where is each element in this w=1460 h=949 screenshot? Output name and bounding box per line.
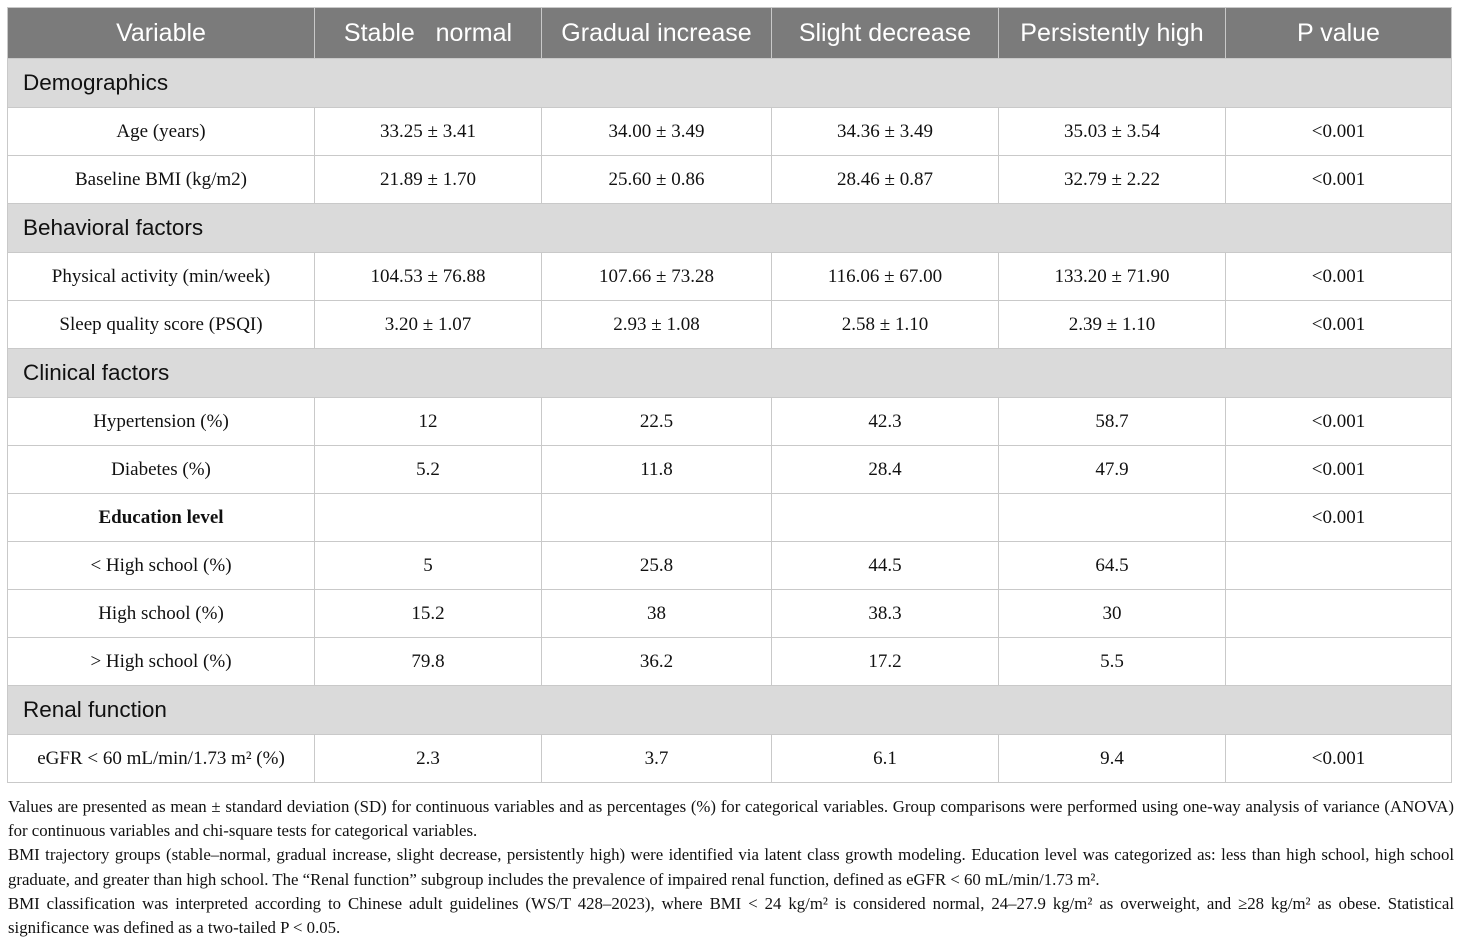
table-cell: 36.2 bbox=[542, 638, 772, 686]
table-cell: 64.5 bbox=[999, 542, 1226, 590]
table-cell: 58.7 bbox=[999, 398, 1226, 446]
table-cell: 12 bbox=[315, 398, 542, 446]
p-value-cell: <0.001 bbox=[1226, 253, 1452, 301]
footnote: Values are presented as mean ± standard deviation (SD) for continuous variables and as percentages (%) for categorical variables. Group comparisons were performed using one-way analysis of variance (ANOVA) for continuous variables and chi-square tests for categorical variables. bbox=[8, 797, 1454, 841]
section-title: Renal function bbox=[8, 686, 1452, 735]
table-row bbox=[8, 735, 1452, 783]
p-value-cell: <0.001 bbox=[1226, 301, 1452, 349]
row-label: High school (%) bbox=[8, 590, 315, 638]
table-cell bbox=[542, 494, 772, 542]
table-cell: 21.89 ± 1.70 bbox=[315, 156, 542, 204]
table-row bbox=[8, 446, 1452, 494]
table-cell: 5.5 bbox=[999, 638, 1226, 686]
characteristics-table bbox=[7, 7, 1452, 783]
table-cell: 11.8 bbox=[542, 446, 772, 494]
table-cell: 35.03 ± 3.54 bbox=[999, 108, 1226, 156]
table-cell: 3.20 ± 1.07 bbox=[315, 301, 542, 349]
table-cell: 3.7 bbox=[542, 735, 772, 783]
table-cell: 17.2 bbox=[772, 638, 999, 686]
p-value-cell bbox=[1226, 542, 1452, 590]
footnote: BMI trajectory groups (stable–normal, gradual increase, slight decrease, persistently high) were identified via latent class growth modeling. Education level was categorized as: less than high school, high school graduate, and greater than high school. The “Renal function” subgroup includes the prevalence of impaired renal function, defined as eGFR < 60 mL/min/1.73 m². bbox=[8, 845, 1454, 889]
table-cell: 34.36 ± 3.49 bbox=[772, 108, 999, 156]
table-row bbox=[8, 398, 1452, 446]
table-cell: 38 bbox=[542, 590, 772, 638]
table-cell: 2.39 ± 1.10 bbox=[999, 301, 1226, 349]
table-row bbox=[8, 253, 1452, 301]
table-cell: 47.9 bbox=[999, 446, 1226, 494]
p-value-cell: <0.001 bbox=[1226, 108, 1452, 156]
table-row bbox=[8, 494, 1452, 542]
table-cell: 44.5 bbox=[772, 542, 999, 590]
section-title: Clinical factors bbox=[8, 349, 1452, 398]
table-cell: 25.8 bbox=[542, 542, 772, 590]
table-row bbox=[8, 542, 1452, 590]
row-label: Sleep quality score (PSQI) bbox=[8, 301, 315, 349]
table-cell: 28.4 bbox=[772, 446, 999, 494]
section-title: Behavioral factors bbox=[8, 204, 1452, 253]
row-label: Hypertension (%) bbox=[8, 398, 315, 446]
table-cell bbox=[315, 494, 542, 542]
table-header-row bbox=[8, 8, 1452, 59]
row-label: < High school (%) bbox=[8, 542, 315, 590]
table-cell: 2.58 ± 1.10 bbox=[772, 301, 999, 349]
table-footnotes bbox=[8, 795, 1454, 940]
table-cell: 79.8 bbox=[315, 638, 542, 686]
table-cell: 104.53 ± 76.88 bbox=[315, 253, 542, 301]
table-cell: 32.79 ± 2.22 bbox=[999, 156, 1226, 204]
row-label: Diabetes (%) bbox=[8, 446, 315, 494]
row-label: eGFR < 60 mL/min/1.73 m² (%) bbox=[8, 735, 315, 783]
p-value-cell bbox=[1226, 638, 1452, 686]
table-cell: 34.00 ± 3.49 bbox=[542, 108, 772, 156]
table-row bbox=[8, 301, 1452, 349]
section-row bbox=[8, 686, 1452, 735]
table-cell: 15.2 bbox=[315, 590, 542, 638]
table-cell: 5.2 bbox=[315, 446, 542, 494]
table-cell: 9.4 bbox=[999, 735, 1226, 783]
header-stable-normal: Stable normal bbox=[315, 8, 542, 59]
table-cell: 38.3 bbox=[772, 590, 999, 638]
footnote: BMI classification was interpreted according to Chinese adult guidelines (WS/T 428–2023), where BMI < 24 kg/m² is considered normal, 24–27.9 kg/m² as overweight, and ≥28 kg/m² as obese. Statistical significance was defined as a two-tailed P < 0.05. bbox=[8, 893, 1454, 938]
header-gradual-increase: Gradual increase bbox=[542, 8, 772, 59]
p-value-cell: <0.001 bbox=[1226, 446, 1452, 494]
table-cell bbox=[999, 494, 1226, 542]
table-cell: 33.25 ± 3.41 bbox=[315, 108, 542, 156]
row-label: Baseline BMI (kg/m2) bbox=[8, 156, 315, 204]
table-cell: 133.20 ± 71.90 bbox=[999, 253, 1226, 301]
table-cell: 28.46 ± 0.87 bbox=[772, 156, 999, 204]
table-cell: 42.3 bbox=[772, 398, 999, 446]
header-variable: Variable bbox=[8, 8, 315, 59]
table-cell bbox=[772, 494, 999, 542]
table-cell: 25.60 ± 0.86 bbox=[542, 156, 772, 204]
table-cell: 107.66 ± 73.28 bbox=[542, 253, 772, 301]
p-value-cell bbox=[1226, 590, 1452, 638]
table-cell: 5 bbox=[315, 542, 542, 590]
section-title: Demographics bbox=[8, 59, 1452, 108]
p-value-cell: <0.001 bbox=[1226, 735, 1452, 783]
section-row bbox=[8, 59, 1452, 108]
header-p-value: P value bbox=[1226, 8, 1452, 59]
table-row bbox=[8, 108, 1452, 156]
header-slight-decrease: Slight decrease bbox=[772, 8, 999, 59]
table-cell: 2.3 bbox=[315, 735, 542, 783]
section-row bbox=[8, 349, 1452, 398]
p-value-cell: <0.001 bbox=[1226, 398, 1452, 446]
table-row bbox=[8, 156, 1452, 204]
table-cell: 22.5 bbox=[542, 398, 772, 446]
table-row bbox=[8, 590, 1452, 638]
row-label: Education level bbox=[8, 494, 315, 542]
p-value-cell: <0.001 bbox=[1226, 494, 1452, 542]
table-cell: 116.06 ± 67.00 bbox=[772, 253, 999, 301]
section-row bbox=[8, 204, 1452, 253]
row-label: > High school (%) bbox=[8, 638, 315, 686]
header-persistently-high: Persistently high bbox=[999, 8, 1226, 59]
table-cell: 30 bbox=[999, 590, 1226, 638]
table-row bbox=[8, 638, 1452, 686]
table-cell: 6.1 bbox=[772, 735, 999, 783]
row-label: Physical activity (min/week) bbox=[8, 253, 315, 301]
p-value-cell: <0.001 bbox=[1226, 156, 1452, 204]
table-cell: 2.93 ± 1.08 bbox=[542, 301, 772, 349]
row-label: Age (years) bbox=[8, 108, 315, 156]
